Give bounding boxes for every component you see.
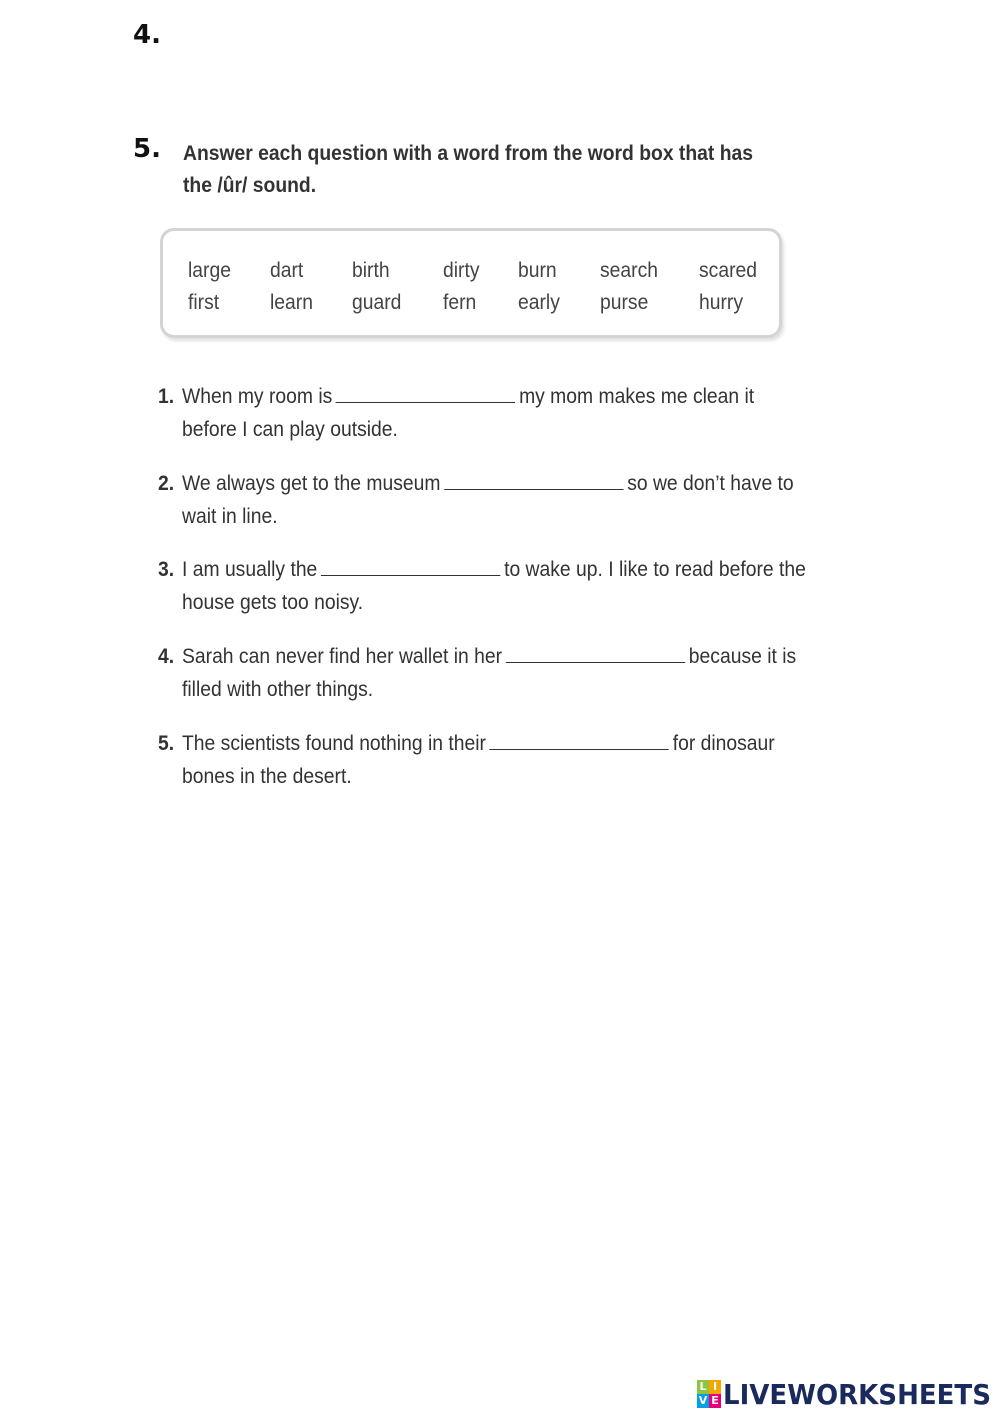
word-box-word: fern bbox=[443, 291, 477, 314]
word-box-word: burn bbox=[518, 259, 557, 282]
answer-blank-4[interactable] bbox=[506, 644, 685, 663]
sentence-text-after: because it is bbox=[688, 645, 797, 668]
liveworksheets-logo-icon: L I V E bbox=[697, 1380, 721, 1408]
sentence-3 bbox=[158, 553, 848, 619]
word-box-word: purse bbox=[600, 291, 649, 314]
word-box-word: large bbox=[188, 259, 231, 282]
sentence-text-before: I am usually the bbox=[182, 558, 318, 581]
word-box-word: first bbox=[188, 291, 220, 314]
answer-blank-2[interactable] bbox=[444, 471, 623, 490]
sentence-text-line2: house gets too noisy. bbox=[182, 591, 364, 614]
sentence-number: 3. bbox=[158, 558, 175, 581]
instruction-line-1: Answer each question with a word from the word box that has bbox=[183, 142, 754, 165]
answer-blank-3[interactable] bbox=[321, 557, 500, 576]
word-box-word: hurry bbox=[699, 291, 744, 314]
sentence-1 bbox=[158, 380, 848, 446]
sentence-text-line2: wait in line. bbox=[182, 505, 278, 528]
sentence-text-before: The scientists found nothing in their bbox=[182, 732, 486, 755]
sentence-4 bbox=[158, 640, 848, 706]
sentence-text-before: When my room is bbox=[182, 385, 333, 408]
sentence-number: 5. bbox=[158, 732, 175, 755]
word-box-word: dart bbox=[270, 259, 304, 282]
sentence-text-line2: filled with other things. bbox=[182, 678, 374, 701]
sentence-5 bbox=[158, 727, 848, 793]
sentence-number: 1. bbox=[158, 385, 175, 408]
sentence-text-after: for dinosaur bbox=[672, 732, 775, 755]
sentence-text-after: so we don’t have to bbox=[627, 472, 794, 495]
question-5-number: 5. bbox=[133, 134, 161, 164]
question-4-number: 4. bbox=[133, 20, 161, 50]
liveworksheets-logo bbox=[697, 1377, 1000, 1411]
sentence-text-line2: before I can play outside. bbox=[182, 418, 398, 441]
sentence-number: 2. bbox=[158, 472, 175, 495]
word-box-word: search bbox=[600, 259, 658, 282]
word-box-word: early bbox=[518, 291, 560, 314]
sentence-text-after: to wake up. I like to read before the bbox=[504, 558, 806, 581]
word-box-word: guard bbox=[352, 291, 402, 314]
word-box-word: learn bbox=[270, 291, 313, 314]
liveworksheets-logo-text: LIVEWORKSHEETS bbox=[723, 1377, 991, 1411]
sentence-text-before: Sarah can never find her wallet in her bbox=[182, 645, 503, 668]
sentence-2 bbox=[158, 467, 848, 533]
word-box bbox=[160, 228, 782, 338]
word-box-word: birth bbox=[352, 259, 390, 282]
sentence-text-before: We always get to the museum bbox=[182, 472, 441, 495]
instruction bbox=[183, 138, 772, 202]
sentence-number: 4. bbox=[158, 645, 175, 668]
answer-blank-1[interactable] bbox=[336, 384, 515, 403]
instruction-line-2: the /ûr/ sound. bbox=[183, 174, 317, 197]
sentence-text-line2: bones in the desert. bbox=[182, 765, 352, 788]
word-box-word: scared bbox=[699, 259, 757, 282]
sentence-text-after: my mom makes me clean it bbox=[519, 385, 755, 408]
word-box-word: dirty bbox=[443, 259, 480, 282]
answer-blank-5[interactable] bbox=[490, 731, 669, 750]
